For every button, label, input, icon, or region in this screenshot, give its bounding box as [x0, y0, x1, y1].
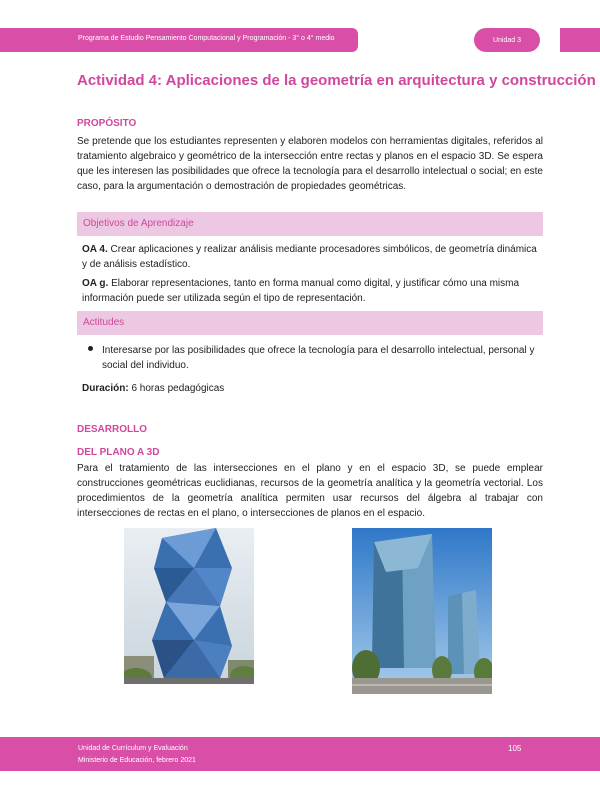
objective-code: OA 4. — [82, 244, 108, 255]
page-number: 105 — [508, 744, 522, 753]
objective-oag — [82, 276, 540, 306]
duration — [82, 383, 224, 394]
duration-value: 6 horas pedagógicas — [131, 383, 225, 394]
objectives-band — [77, 212, 543, 236]
objective-code: OA g. — [82, 278, 109, 289]
objective-text: Crear aplicaciones y realizar análisis mediante procesadores simbólicos, de geometría dinámica y de análisis estadístico. — [82, 244, 537, 270]
footer-bar — [0, 737, 600, 771]
objectives-heading: Objetivos de Aprendizaje — [83, 218, 194, 229]
page-title: Actividad 4: Aplicaciones de la geometría en arquitectura y construcción — [77, 72, 596, 89]
faceted-tower-photo — [124, 528, 254, 684]
duration-label: Duración: — [82, 383, 129, 394]
development-text: Para el tratamiento de las intersecciones en el plano y en el espacio 3D, se puede emplear construcciones geométricas euclidianas, recursos de la geometría analítica y la geometría vectorial. Los procedimientos de la geometría analítica permiten usar recursos del álgebra al trabajar con intersecciones de rectas en el plano, o intersecciones de planos en el espacio. — [77, 463, 543, 519]
attitudes-band — [77, 311, 543, 335]
unit-badge: Unidad 3 — [474, 28, 540, 52]
footer-unit: Unidad de Currículum y Evaluación — [78, 745, 188, 752]
unit-tab — [560, 28, 600, 52]
purpose-heading: PROPÓSITO — [77, 118, 137, 129]
glass-towers-photo — [352, 528, 492, 694]
program-title: Programa de Estudio Pensamiento Computacional y Programación - 3° o 4° medio — [78, 35, 335, 42]
attitude-item: Interesarse por las posibilidades que ofrece la tecnología para el desarrollo intelectual, personal y social del individuo. — [102, 345, 535, 371]
attitudes-heading: Actitudes — [83, 317, 125, 328]
objective-text: Elaborar representaciones, tanto en forma manual como digital, y justificar cómo una misma información puede ser utilizada según el tipo de representación. — [82, 278, 520, 304]
development-heading: DESARROLLO — [77, 424, 147, 435]
development-subheading: DEL PLANO A 3D — [77, 447, 160, 458]
purpose-text: Se pretende que los estudiantes representen y elaboren modelos con herramientas digitales, referidos al tratamiento algebraico y geométrico de la intersección entre rectas y planos en el espacio 3D. Se espera que les interesen las posibilidades que ofrece la tecnología para el desarrollo intelectual o social; en este caso, para la argumentación o demostración de propiedades geométricas. — [77, 136, 543, 192]
footer-ministry: Ministerio de Educación, febrero 2021 — [78, 757, 196, 764]
objective-oa4 — [82, 242, 540, 272]
